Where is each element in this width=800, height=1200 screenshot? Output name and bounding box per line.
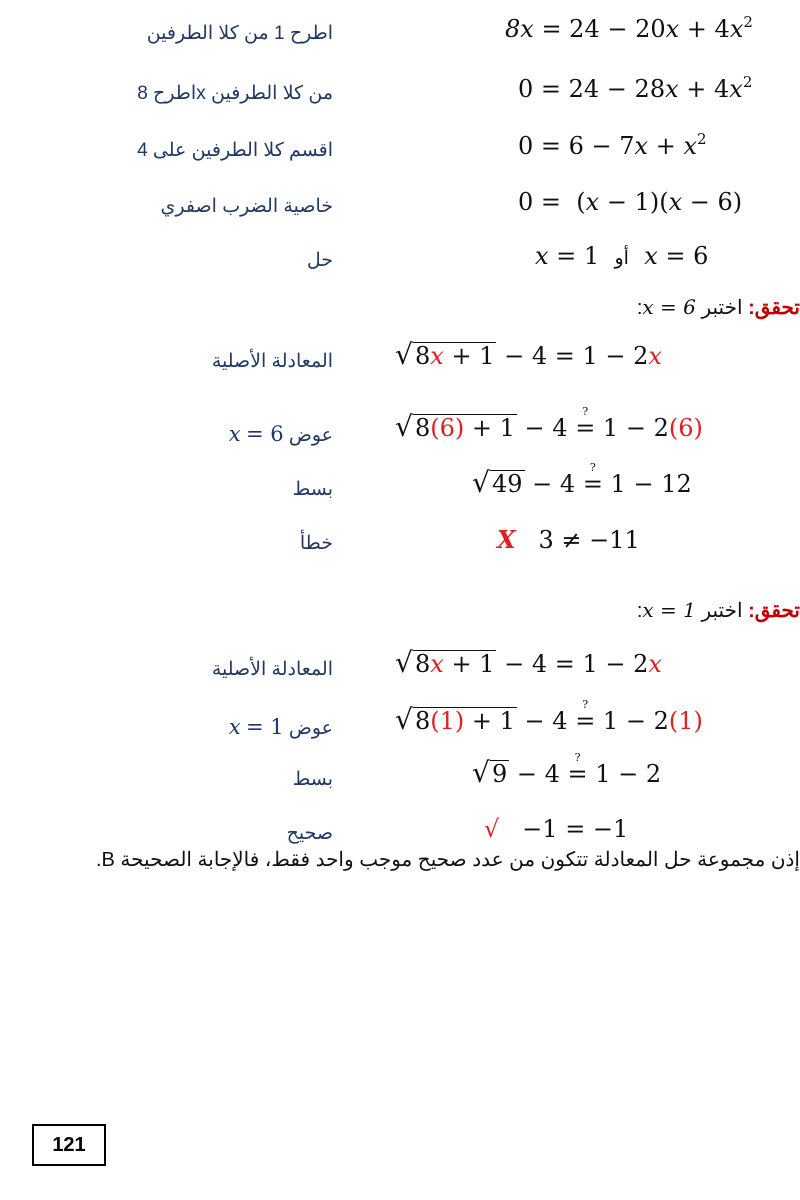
equation-step-2: $0 = 24 - 28x + 4x^2$ bbox=[518, 73, 753, 103]
check6-note-original: المعادلة الأصلية bbox=[211, 351, 333, 372]
check6-result-eq: X 3 ≠ −11 bbox=[497, 525, 640, 554]
check6-simplify-eq: √ 49 − 4 ? = 1 − 12 bbox=[472, 470, 692, 499]
checkmark-icon: √ bbox=[484, 815, 500, 843]
check-text: اختبر bbox=[701, 600, 743, 622]
check6-note-substitute: x = 6 عوض bbox=[228, 422, 333, 446]
check6-note-result: خطأ bbox=[299, 533, 333, 554]
step-note-1: اطرح 1 من كلا الطرفين bbox=[146, 23, 333, 44]
page-number: 121 bbox=[32, 1124, 106, 1166]
cross-icon: X bbox=[497, 525, 516, 554]
check-heading-1: تحقق: اختبر x = 1: bbox=[636, 598, 800, 622]
equation-step-5: x = 1 أو x = 6 bbox=[535, 242, 709, 270]
check1-note-substitute: x = 1 عوض bbox=[228, 715, 333, 739]
check6-original-eq: √ 8x + 1 − 4 = 1 − 2x bbox=[395, 342, 662, 371]
step-note-3: اقسم كلا الطرفين على 4 bbox=[137, 140, 333, 161]
step-note-2: اطرح 8x من كلا الطرفين bbox=[137, 83, 333, 104]
check6-substitute-eq: √ 8(6) + 1 − 4 ? = 1 − 2(6) bbox=[395, 414, 703, 443]
check-text: اختبر bbox=[701, 297, 743, 319]
check-heading-6: تحقق: اختبر x = 6: bbox=[636, 295, 800, 319]
check1-note-simplify: بسط bbox=[292, 769, 333, 790]
check1-note-result: صحيح bbox=[286, 823, 333, 844]
step-note-4: خاصية الضرب اصفري bbox=[160, 196, 333, 217]
equation-step-1: $8x = 24 - 20x + 4x^2$ bbox=[505, 13, 753, 43]
check-label: تحقق: bbox=[748, 297, 800, 319]
check1-result-eq: √ −1 = −1 bbox=[484, 815, 629, 843]
conclusion-text: إذن مجموعة حل المعادلة تتكون من عدد صحيح موجب واحد فقط، فالإجابة الصحيحة B. bbox=[95, 849, 800, 871]
check-label: تحقق: bbox=[748, 600, 800, 622]
step-note-5: حل bbox=[306, 250, 333, 271]
check1-substitute-eq: √ 8(1) + 1 − 4 ? = 1 − 2(1) bbox=[395, 707, 703, 736]
check-value: x = 6 bbox=[642, 295, 696, 319]
check1-simplify-eq: √ 9 − 4 ? = 1 − 2 bbox=[472, 760, 661, 789]
equation-step-3: $0 = 6 - 7x + x^2$ bbox=[518, 130, 707, 160]
check1-original-eq: √ 8x + 1 − 4 = 1 − 2x bbox=[395, 650, 662, 679]
check-value: x = 1 bbox=[642, 598, 696, 622]
check6-note-simplify: بسط bbox=[292, 479, 333, 500]
check1-note-original: المعادلة الأصلية bbox=[211, 659, 333, 680]
equation-step-4: 0 = (x − 1)(x − 6) bbox=[518, 188, 743, 216]
